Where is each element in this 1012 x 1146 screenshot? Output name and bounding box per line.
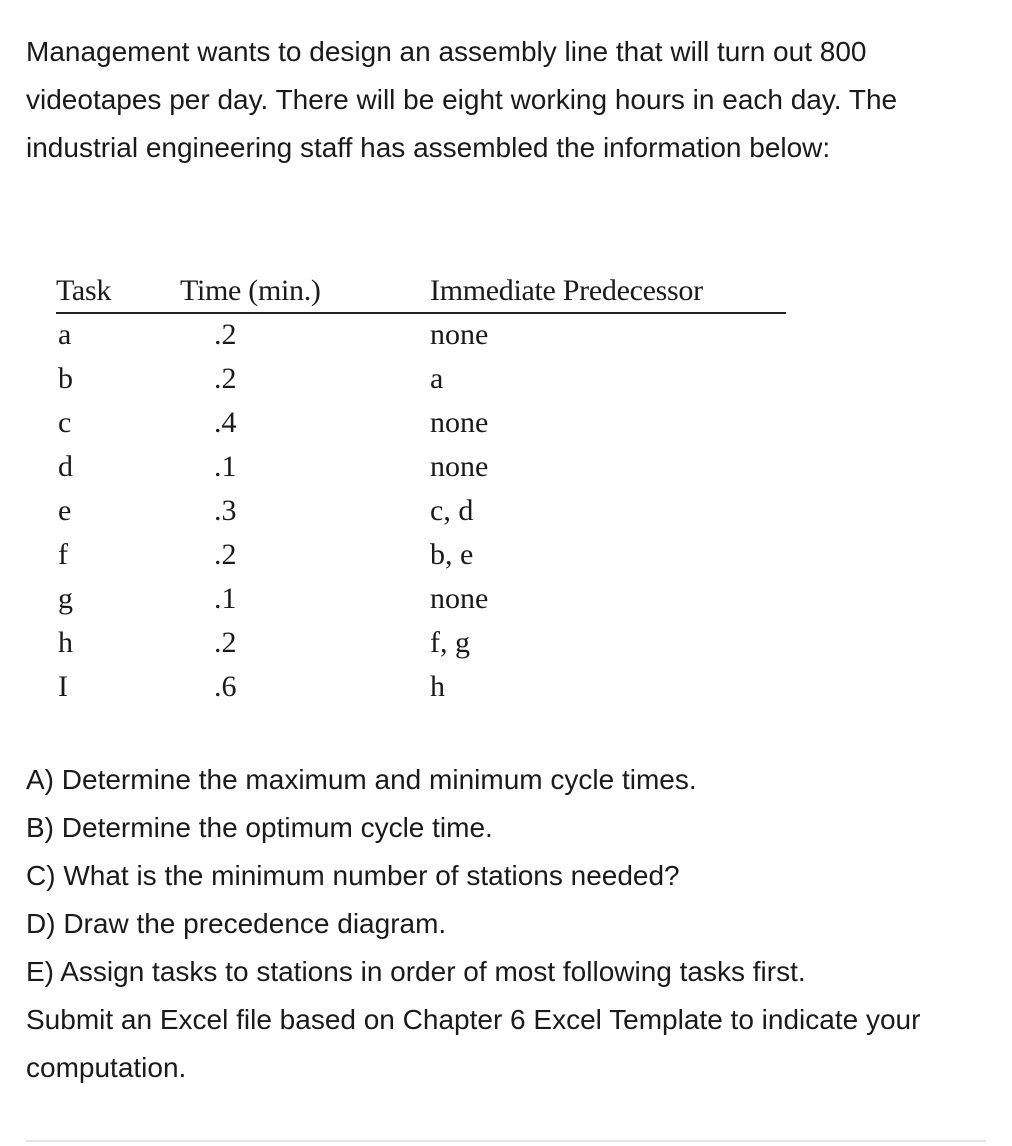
question-e: E) Assign tasks to stations in order of most following tasks first. — [26, 956, 806, 987]
time-cell: .3 — [214, 494, 237, 527]
table-row — [56, 402, 786, 446]
predecessor-cell: none — [430, 406, 489, 439]
task-cell: c — [58, 406, 72, 439]
task-cell: e — [58, 494, 72, 527]
time-cell: .4 — [214, 406, 237, 439]
time-cell: .2 — [214, 362, 237, 395]
table-row — [56, 534, 786, 578]
predecessor-cell: h — [430, 670, 445, 703]
table-row — [56, 314, 786, 358]
predecessor-cell: a — [430, 362, 444, 395]
table-row — [56, 490, 786, 534]
table-row — [56, 358, 786, 402]
submission-instruction: Submit an Excel file based on Chapter 6 Excel Template to indicate your computation. — [26, 1004, 921, 1083]
task-table-body — [56, 314, 786, 710]
table-row — [56, 666, 786, 710]
time-cell: .1 — [214, 450, 237, 483]
task-cell: b — [58, 362, 73, 395]
predecessor-cell: c, d — [430, 494, 474, 527]
time-cell: .6 — [214, 670, 237, 703]
question-c: C) What is the minimum number of stations needed? — [26, 860, 680, 891]
divider — [26, 1140, 986, 1142]
task-cell: f — [58, 538, 68, 571]
table-row — [56, 622, 786, 666]
predecessor-cell: none — [430, 582, 489, 615]
predecessor-cell: none — [430, 450, 489, 483]
question-b: B) Determine the optimum cycle time. — [26, 812, 493, 843]
table-row — [56, 446, 786, 490]
time-cell: .2 — [214, 318, 237, 351]
time-cell: .1 — [214, 582, 237, 615]
header-task: Task — [56, 274, 112, 307]
predecessor-cell: b, e — [430, 538, 474, 571]
task-table-header — [56, 272, 786, 314]
task-cell: g — [58, 582, 73, 615]
header-predecessor: Immediate Predecessor — [430, 274, 703, 307]
task-cell: h — [58, 626, 73, 659]
problem-intro: Management wants to design an assembly line that will turn out 800 videotapes per day. There will be eight working hours in each day. The industrial engineering staff has assembled the information below: — [26, 36, 898, 163]
predecessor-cell: none — [430, 318, 489, 351]
table-row — [56, 578, 786, 622]
task-cell: d — [58, 450, 73, 483]
task-cell: I — [58, 670, 68, 703]
header-time: Time (min.) — [180, 274, 321, 307]
question-d: D) Draw the precedence diagram. — [26, 908, 447, 939]
time-cell: .2 — [214, 538, 237, 571]
predecessor-cell: f, g — [430, 626, 470, 659]
task-cell: a — [58, 318, 72, 351]
question-a: A) Determine the maximum and minimum cycle times. — [26, 764, 697, 795]
task-table — [56, 272, 786, 710]
question-list — [26, 756, 996, 1092]
time-cell: .2 — [214, 626, 237, 659]
